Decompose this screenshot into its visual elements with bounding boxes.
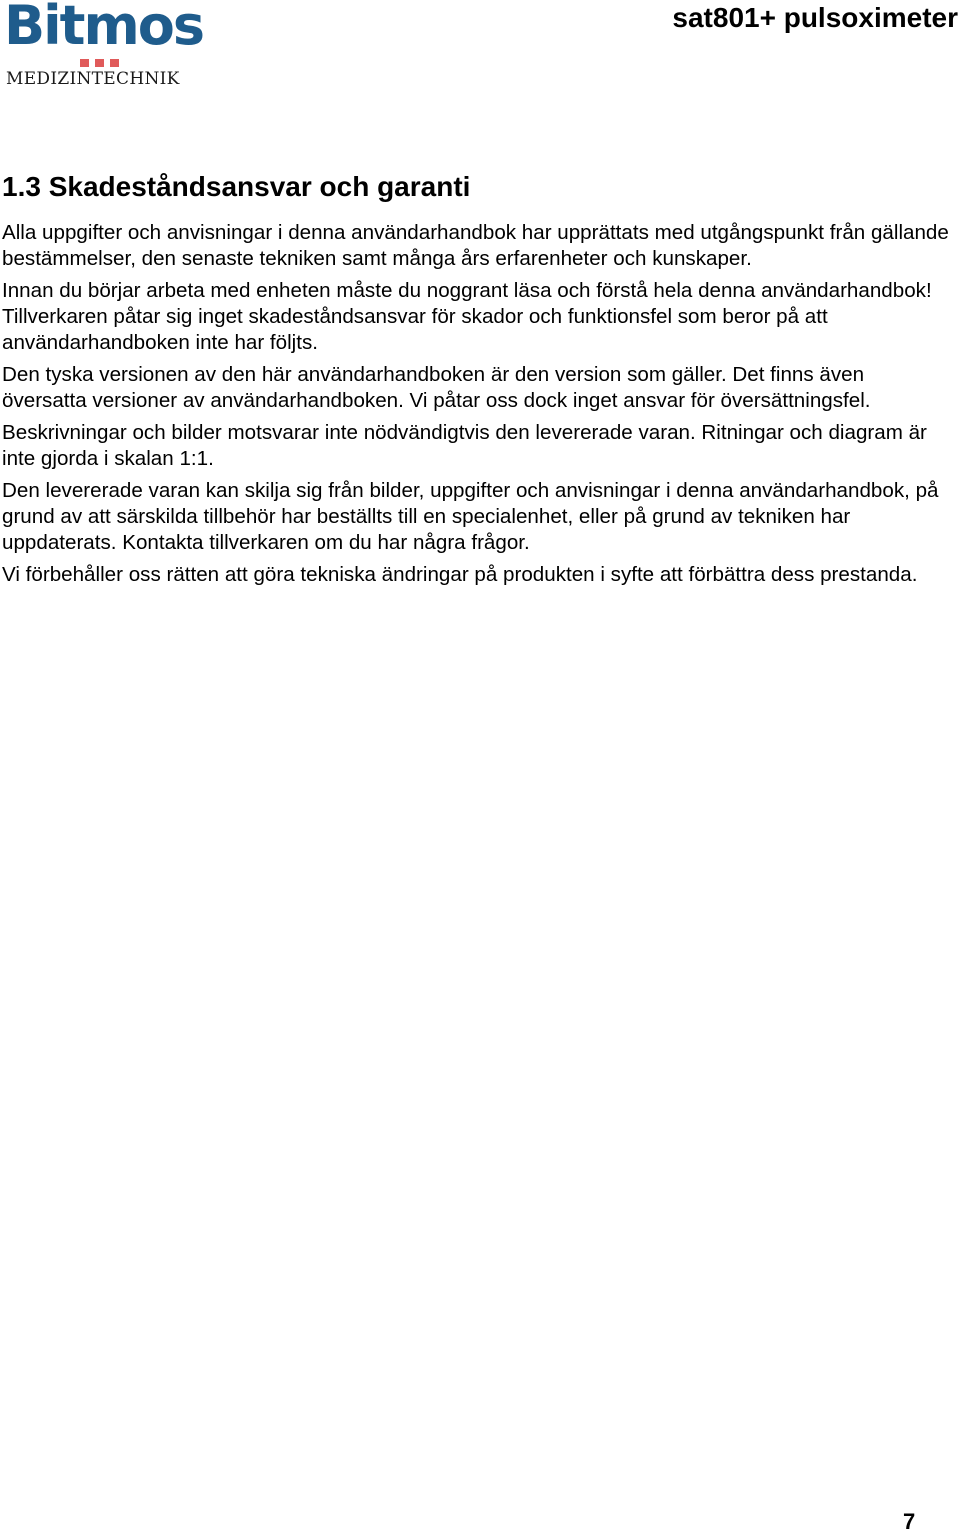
main-content (2, 170, 952, 594)
page-header (0, 0, 960, 100)
paragraph: Beskrivningar och bilder motsvarar inte nödvändigtvis den levererade varan. Ritningar och diagram är inte gjorda i skalan 1:1. (2, 421, 927, 470)
logo-wordmark: Bitmos (4, 0, 203, 57)
logo-dot (95, 59, 104, 67)
paragraph: Vi förbehåller oss rätten att göra tekniska ändringar på produkten i syfte att förbättra dess prestanda. (2, 563, 918, 586)
paragraph: Innan du börjar arbeta med enheten måste du noggrant läsa och förstå hela denna användarhandbok! Tillverkaren påtar sig inget skadeståndsansvar för skador och funktionsfel som beror på att användarhandboken inte har följts. (2, 279, 932, 354)
logo-subtitle: MEDIZINTECHNIK (6, 69, 180, 89)
page-number: 7 (903, 1509, 916, 1534)
bitmos-logo (4, 0, 203, 89)
section-heading: 1.3 Skadeståndsansvar och garanti (2, 171, 471, 202)
document-title: sat801+ pulsoximeter (672, 2, 958, 33)
paragraph: Den tyska versionen av den här användarhandboken är den version som gäller. Det finns även översatta versioner av användarhandboken. Vi påtar oss dock inget ansvar för översättningsfel. (2, 363, 871, 412)
logo-dots (80, 59, 119, 67)
paragraph: Den levererade varan kan skilja sig från bilder, uppgifter och anvisningar i denna användarhandbok, på grund av att särskilda tillbehör har beställts till en specialenhet, eller på grund av tekniken har uppdaterats. Kontakta tillverkaren om du har några frågor. (2, 479, 939, 554)
logo-dot (80, 59, 89, 67)
paragraph: Alla uppgifter och anvisningar i denna användarhandbok har upprättats med utgångspunkt från gällande bestämmelser, den senaste tekniken samt många års erfarenheter och kunskaper. (2, 221, 949, 270)
logo-dot (110, 59, 119, 67)
